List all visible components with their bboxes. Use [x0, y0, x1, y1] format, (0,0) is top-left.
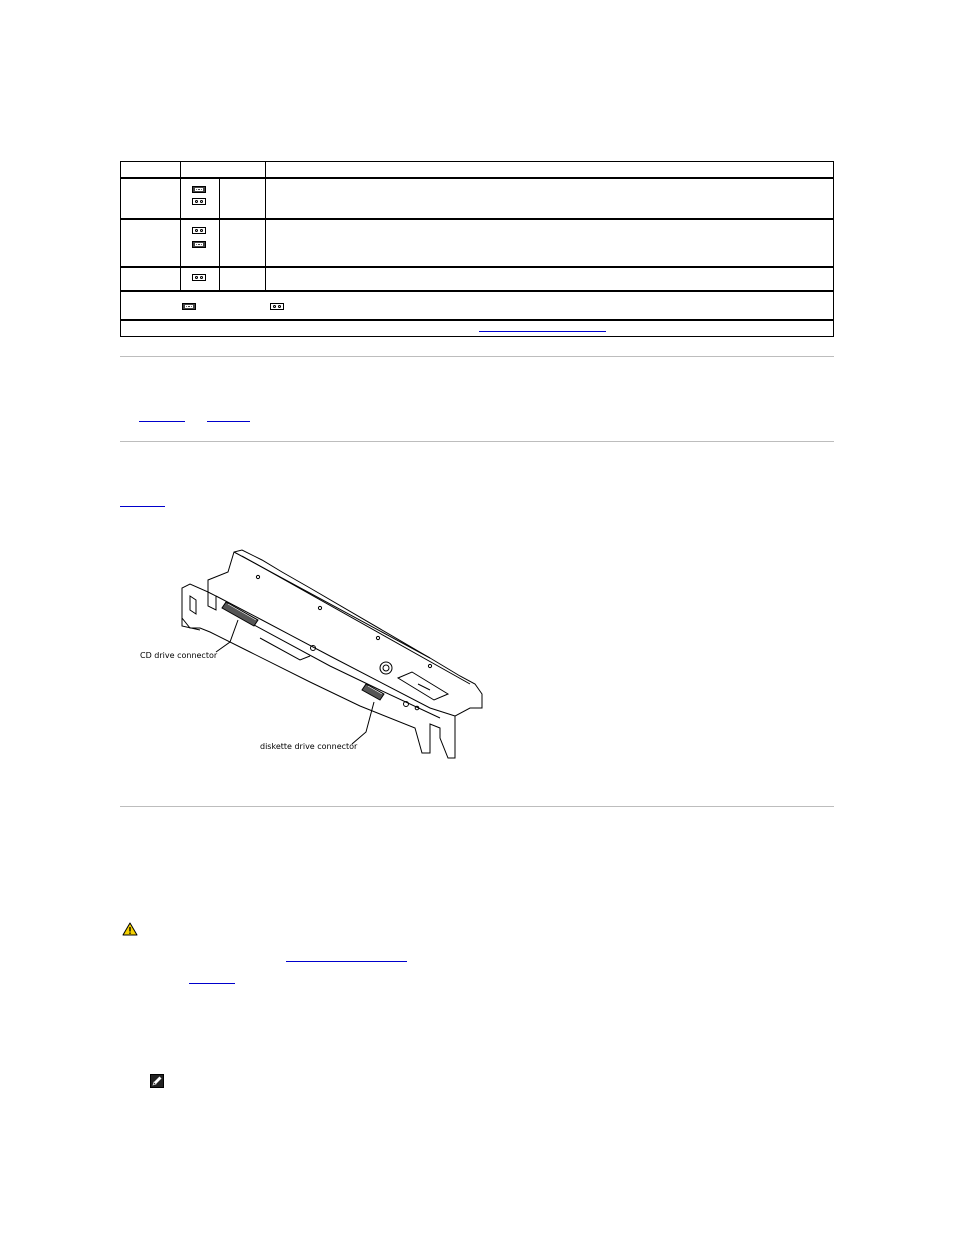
section-separator [120, 806, 834, 807]
drive-board-figure [130, 548, 500, 768]
nav-link-forward[interactable] [207, 421, 250, 422]
nav-link-back[interactable] [139, 421, 185, 422]
jumper-removed-icon [192, 274, 206, 281]
jumper-installed-legend-icon [182, 303, 196, 310]
row-divider [120, 177, 834, 179]
table-frame [120, 161, 834, 337]
jumper-settings-table [120, 161, 834, 337]
row-divider [120, 290, 834, 292]
jumper-removed-icon [192, 198, 206, 205]
step-figure-link[interactable] [189, 983, 235, 984]
column-divider [265, 161, 266, 290]
note-icon [150, 1074, 164, 1088]
column-divider [219, 177, 220, 290]
safety-instructions-link[interactable] [286, 961, 407, 962]
jumper-installed-icon [192, 186, 206, 193]
table-footer-link[interactable] [479, 331, 606, 332]
caution-icon [122, 922, 138, 936]
row-divider [120, 319, 834, 321]
diskette-drive-connector-label: diskette drive connector [260, 742, 358, 751]
section-separator [120, 356, 834, 357]
column-divider [180, 161, 181, 290]
row-divider [120, 266, 834, 268]
row-divider [120, 218, 834, 220]
figure-reference-link[interactable] [120, 506, 165, 507]
section-separator [120, 441, 834, 442]
cd-drive-connector-label: CD drive connector [140, 651, 218, 660]
jumper-removed-icon [192, 227, 206, 234]
jumper-installed-icon [192, 241, 206, 248]
jumper-removed-legend-icon [270, 303, 284, 310]
